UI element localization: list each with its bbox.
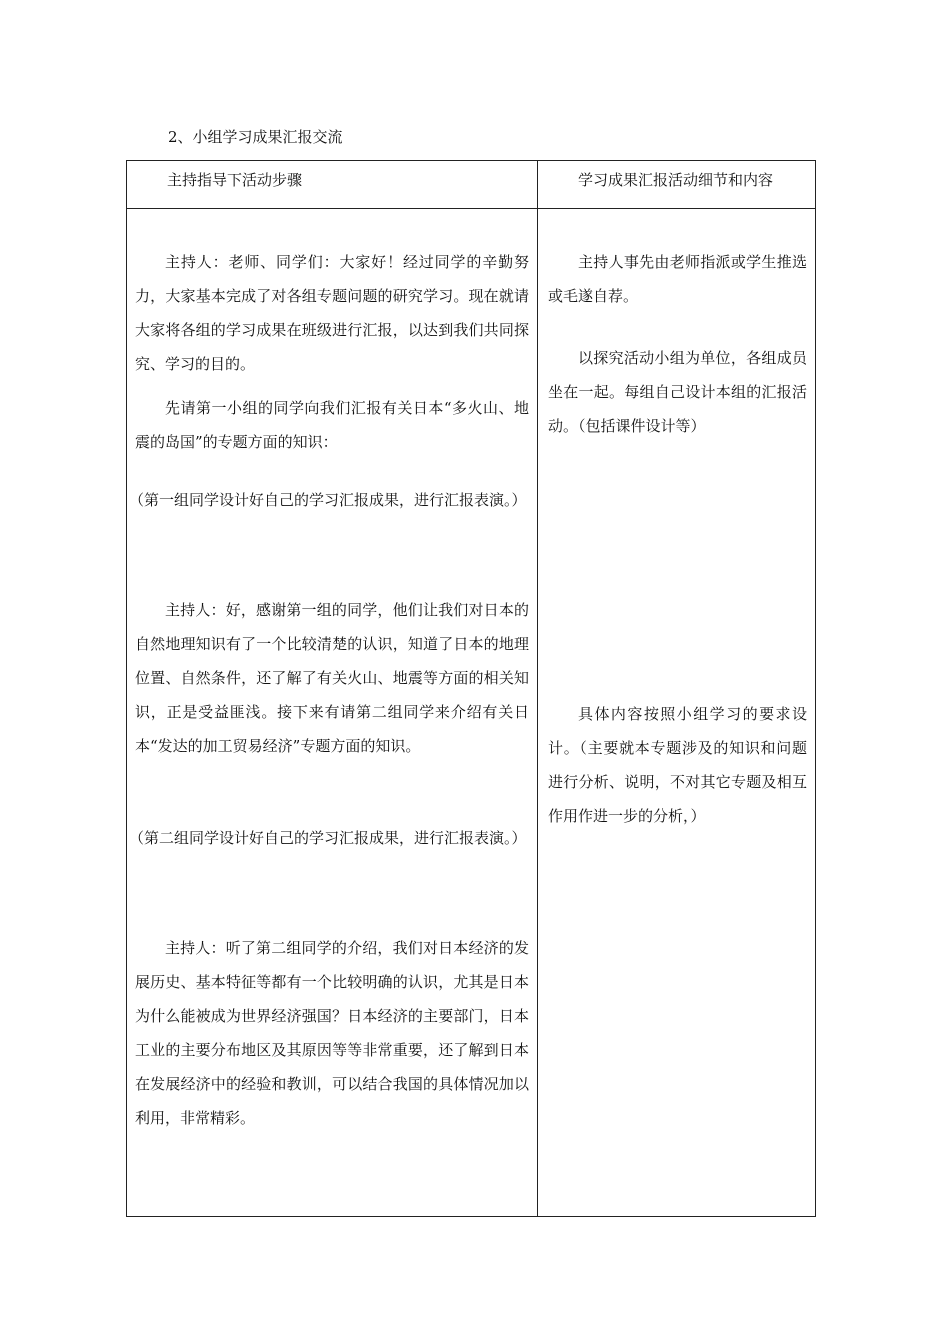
left-paragraph-1: 主持人：老师、同学们：大家好！经过同学的辛勤努力，大家基本完成了对各组专题问题的研究学习。现在就请大家将各组的学习成果在班级进行汇报，以达到我们共同探究、学习的目的。 [135, 253, 529, 373]
header-left-cell [127, 161, 538, 209]
left-paragraph-2: 先请第一小组的同学向我们汇报有关日本“多火山、地震的岛国”的专题方面的知识： [135, 399, 529, 451]
left-paragraph-3: （第一组同学设计好自己的学习汇报成果，进行汇报表演。） [129, 491, 527, 509]
table-header-row [127, 161, 816, 209]
left-paragraph-5: （第二组同学设计好自己的学习汇报成果，进行汇报表演。） [129, 829, 527, 847]
header-right-cell [538, 161, 816, 209]
left-paragraph-6: 主持人：听了第二组同学的介绍，我们对日本经济的发展历史、基本特征等都有一个比较明确的认识，尤其是日本为什么能被成为世界经济强国？日本经济的主要部门，日本工业的主要分布地区及其原因等等非常重要，还了解到日本在发展经济中的经验和教训，可以结合我国的具体情况加以利用，非常精彩。 [135, 939, 529, 1127]
right-paragraph-3: 具体内容按照小组学习的要求设计。（主要就本专题涉及的知识和问题进行分析、说明，不对其它专题及相互作用作进一步的分析，） [548, 705, 807, 825]
left-content-cell [127, 209, 538, 1217]
header-left-label: 主持指导下活动步骤 [167, 171, 303, 189]
right-paragraph-2: 以探究活动小组为单位，各组成员坐在一起。每组自己设计本组的汇报活动。（包括课件设计等） [548, 349, 807, 435]
section-title: 2、小组学习成果汇报交流 [168, 128, 343, 146]
left-paragraph-4: 主持人：好，感谢第一组的同学，他们让我们对日本的自然地理知识有了一个比较清楚的认识，知道了日本的地理位置、自然条件，还了解了有关火山、地震等方面的相关知识，正是受益匪浅。接下来有请第二组同学来介绍有关日本“发达的加工贸易经济”专题方面的知识。 [135, 601, 529, 755]
header-right-label: 学习成果汇报活动细节和内容 [578, 171, 774, 189]
table-body-row [127, 209, 816, 1217]
activity-table [126, 160, 816, 1217]
right-paragraph-1: 主持人事先由老师指派或学生推选或毛遂自荐。 [548, 253, 807, 305]
right-content-cell [538, 209, 816, 1217]
